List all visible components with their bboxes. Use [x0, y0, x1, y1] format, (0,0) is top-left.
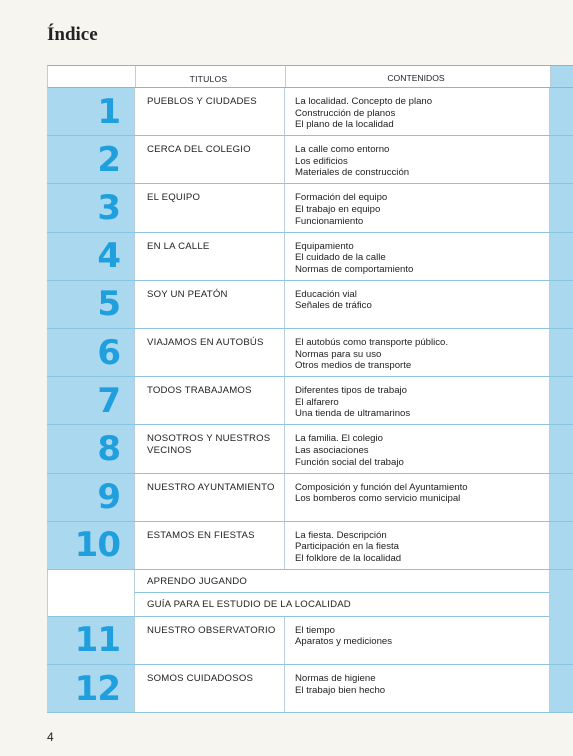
- unit-number: 10: [74, 525, 120, 566]
- unit-number-cell: [47, 474, 135, 521]
- content-line: Aparatos y mediciones: [295, 636, 393, 648]
- unit-number: 6: [97, 332, 120, 373]
- content-line: Normas de comportamiento: [295, 263, 414, 275]
- content-line: El tiempo: [295, 624, 335, 636]
- content-line: Participación en la fiesta: [295, 541, 399, 553]
- unit-row: [47, 474, 573, 522]
- unit-title-line: CERCA DEL COLEGIO: [147, 144, 251, 156]
- unit-number: 7: [97, 380, 120, 421]
- unit-number: 5: [97, 284, 120, 325]
- table-header: [47, 65, 573, 88]
- unit-contents: [285, 425, 550, 472]
- page-number: 4: [47, 730, 54, 744]
- unit-title-line: NOSOTROS Y NUESTROS: [147, 433, 271, 445]
- header-contents: CONTENIDOS: [286, 66, 551, 87]
- unit-title-line: NUESTRO AYUNTAMIENTO: [147, 481, 275, 493]
- unit-row: [47, 425, 573, 473]
- content-line: El alfarero: [295, 396, 339, 408]
- unit-title: [135, 377, 285, 424]
- row-strip: [550, 522, 573, 569]
- unit-contents: [285, 377, 550, 424]
- unit-number-cell: [47, 425, 135, 472]
- content-line: Función social del trabajo: [295, 456, 404, 468]
- unit-number-cell: [47, 377, 135, 424]
- unit-number: 4: [97, 236, 120, 277]
- row-strip: [550, 88, 573, 135]
- unit-contents: [285, 88, 550, 135]
- unit-title-line: NUESTRO OBSERVATORIO: [147, 624, 276, 636]
- unit-number-cell: [47, 665, 135, 712]
- unit-number-cell: [47, 233, 135, 280]
- row-strip: [550, 474, 573, 521]
- row-strip: [550, 184, 573, 231]
- unit-title-line: VECINOS: [147, 445, 192, 457]
- unit-contents: [285, 474, 550, 521]
- unit-row: [47, 233, 573, 281]
- extra-item: GUÍA PARA EL ESTUDIO DE LA LOCALIDAD: [135, 593, 550, 617]
- unit-title-line: ESTAMOS EN FIESTAS: [147, 529, 255, 541]
- unit-row: [47, 329, 573, 377]
- content-line: El plano de la localidad: [295, 119, 394, 131]
- content-line: Construcción de planos: [295, 107, 396, 119]
- row-strip: [550, 233, 573, 280]
- unit-contents: [285, 233, 550, 280]
- unit-row: [47, 377, 573, 425]
- content-line: El trabajo bien hecho: [295, 684, 386, 696]
- header-number-cell: [48, 66, 136, 87]
- content-line: La familia. El colegio: [295, 433, 383, 445]
- unit-title: [135, 665, 285, 712]
- unit-contents: [285, 617, 550, 664]
- index-table: [47, 65, 573, 713]
- row-strip: [550, 281, 573, 328]
- row-strip: [550, 425, 573, 472]
- header-titles: TITULOS: [136, 66, 286, 87]
- row-strip: [550, 136, 573, 183]
- content-line: Una tienda de ultramarinos: [295, 408, 411, 420]
- unit-row: [47, 88, 573, 136]
- unit-row: [47, 281, 573, 329]
- content-line: Normas de higiene: [295, 673, 376, 685]
- content-line: Señales de tráfico: [295, 300, 372, 312]
- row-strip: [550, 329, 573, 376]
- unit-number-cell: [47, 522, 135, 569]
- unit-number: 11: [74, 620, 120, 661]
- content-line: Funcionamiento: [295, 215, 364, 227]
- unit-title: [135, 522, 285, 569]
- row-strip: [550, 377, 573, 424]
- content-line: Formación del equipo: [295, 192, 388, 204]
- unit-contents: [285, 184, 550, 231]
- content-line: Equipamiento: [295, 240, 354, 252]
- units-list-end: [47, 617, 573, 713]
- unit-row: [47, 617, 573, 665]
- content-line: Diferentes tipos de trabajo: [295, 385, 407, 397]
- unit-title-line: PUEBLOS Y CIUDADES: [147, 96, 257, 107]
- page-title: Índice: [47, 24, 98, 45]
- unit-title-line: SOY UN PEATÓN: [147, 288, 228, 300]
- unit-title: [135, 617, 285, 664]
- header-strip: [551, 66, 573, 87]
- content-line: Los bomberos como servicio municipal: [295, 493, 461, 505]
- unit-number: 12: [74, 668, 120, 709]
- unit-number: 8: [97, 428, 120, 469]
- unit-contents: [285, 665, 550, 712]
- unit-row: [47, 665, 573, 713]
- content-line: La fiesta. Descripción: [295, 529, 387, 541]
- content-line: Las asociaciones: [295, 444, 369, 456]
- content-line: La localidad. Concepto de plano: [295, 96, 433, 107]
- unit-number: 9: [97, 477, 120, 518]
- extras-list: [135, 570, 550, 617]
- content-line: Los edificios: [295, 155, 348, 167]
- unit-row: [47, 184, 573, 232]
- content-line: El autobús como transporte público.: [295, 336, 449, 348]
- unit-title: [135, 281, 285, 328]
- extra-item: APRENDO JUGANDO: [135, 570, 550, 594]
- unit-number: 1: [97, 91, 120, 132]
- content-line: El folklore de la localidad: [295, 552, 402, 564]
- extras-strip: [550, 570, 573, 617]
- unit-contents: [285, 281, 550, 328]
- unit-title-line: VIAJAMOS EN AUTOBÚS: [147, 336, 264, 348]
- unit-number-cell: [47, 617, 135, 664]
- content-line: El trabajo en equipo: [295, 203, 381, 215]
- content-line: Educación vial: [295, 288, 357, 300]
- content-line: Materiales de construcción: [295, 167, 410, 179]
- unit-number: 2: [97, 139, 120, 180]
- unit-title: [135, 474, 285, 521]
- unit-title: [135, 425, 285, 472]
- unit-contents: [285, 136, 550, 183]
- row-strip: [550, 665, 573, 712]
- unit-row: [47, 522, 573, 570]
- unit-number-cell: [47, 88, 135, 135]
- unit-title-line: EL EQUIPO: [147, 192, 201, 204]
- content-line: El cuidado de la calle: [295, 252, 386, 264]
- row-strip: [550, 617, 573, 664]
- unit-title: [135, 88, 285, 135]
- unit-title: [135, 184, 285, 231]
- unit-contents: [285, 522, 550, 569]
- unit-number-cell: [47, 329, 135, 376]
- unit-number-cell: [47, 281, 135, 328]
- content-line: Composición y función del Ayuntamiento: [295, 481, 468, 493]
- extras-block: [47, 570, 573, 617]
- unit-title: [135, 136, 285, 183]
- unit-title-line: TODOS TRABAJAMOS: [147, 385, 252, 397]
- unit-title-line: SOMOS CUIDADOSOS: [147, 673, 254, 685]
- unit-title: [135, 329, 285, 376]
- content-line: Otros medios de transporte: [295, 360, 412, 372]
- unit-title-line: EN LA CALLE: [147, 240, 210, 252]
- units-list: [47, 88, 573, 570]
- content-line: Normas para su uso: [295, 348, 382, 360]
- unit-number-cell: [47, 136, 135, 183]
- unit-number: 3: [97, 187, 120, 228]
- extras-left-cell: [47, 570, 135, 617]
- unit-contents: [285, 329, 550, 376]
- unit-number-cell: [47, 184, 135, 231]
- content-line: La calle como entorno: [295, 144, 390, 156]
- unit-title: [135, 233, 285, 280]
- unit-row: [47, 136, 573, 184]
